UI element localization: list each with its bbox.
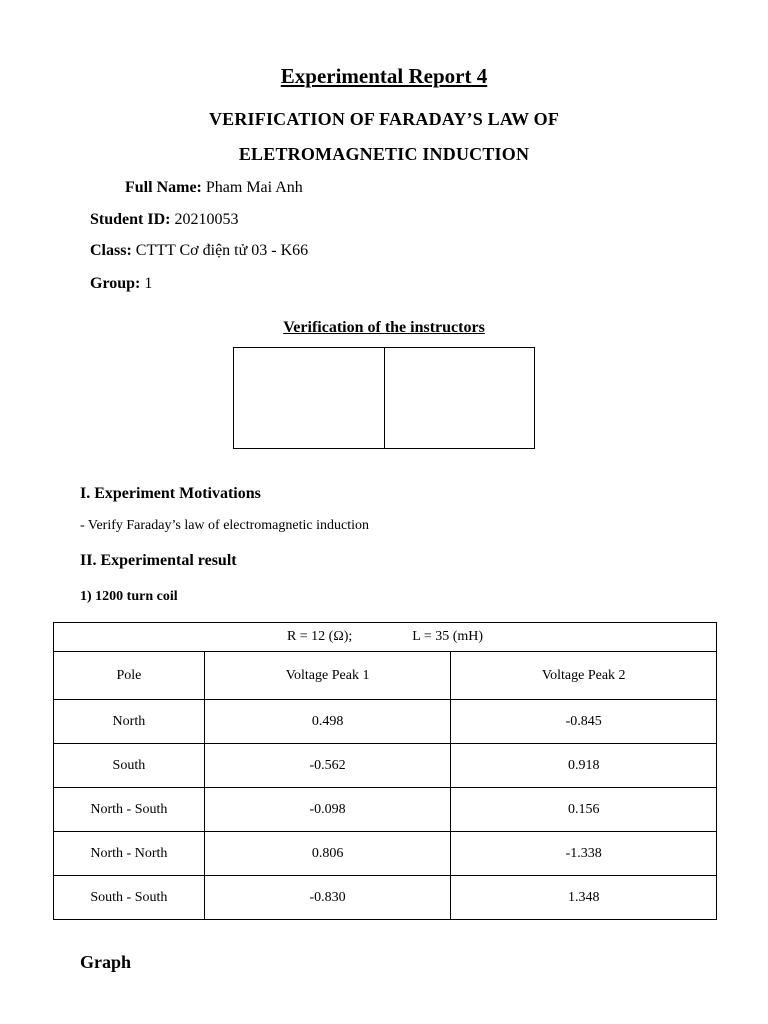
column-header: Voltage Peak 2 [451, 652, 717, 700]
group-value: 1 [140, 275, 153, 292]
motivation-item: - Verify Faraday’s law of electromagnetic induction [80, 518, 369, 533]
report-subtitle-line-2: ELETROMAGNETIC INDUCTION [238, 144, 530, 164]
resistance-param: R = 12 (Ω); [286, 629, 353, 644]
pole-cell: South [54, 744, 205, 788]
class-label: Class: [90, 242, 132, 259]
subsection-coil-heading: 1) 1200 turn coil [80, 589, 178, 604]
full-name-label: Full Name: [125, 179, 202, 196]
signature-cell-left [234, 348, 385, 448]
student-id-field [90, 211, 238, 229]
group-field [90, 275, 152, 293]
pole-cell: North - South [54, 788, 205, 832]
pole-cell: North - North [54, 832, 205, 876]
report-title: Experimental Report 4 [280, 64, 488, 88]
peak1-cell: 0.498 [204, 700, 451, 744]
class-value: CTTT Cơ điện tử 03 - K66 [131, 242, 309, 259]
signature-cell-right [385, 348, 535, 448]
student-id-value: 20210053 [170, 211, 239, 228]
full-name-value: Pham Mai Anh [201, 179, 303, 196]
peak1-cell: -0.098 [204, 788, 451, 832]
full-name-field [125, 179, 303, 197]
graph-heading: Graph [80, 952, 132, 972]
section-results-heading: II. Experimental result [80, 552, 237, 569]
column-header: Voltage Peak 1 [204, 652, 451, 700]
peak2-cell: -0.845 [451, 700, 717, 744]
table-row [54, 788, 717, 832]
parameters-row [54, 623, 717, 652]
group-label: Group: [90, 275, 141, 292]
column-header: Pole [54, 652, 205, 700]
table-row [54, 876, 717, 920]
peak1-cell: -0.562 [204, 744, 451, 788]
section-motivations-heading: I. Experiment Motivations [80, 485, 261, 502]
verification-title: Verification of the instructors [283, 319, 485, 336]
peak2-cell: 0.918 [451, 744, 717, 788]
pole-cell: North [54, 700, 205, 744]
peak1-cell: -0.830 [204, 876, 451, 920]
inductance-param: L = 35 (mH) [412, 629, 484, 644]
student-id-label: Student ID: [90, 211, 171, 228]
table-row [54, 700, 717, 744]
peak2-cell: 0.156 [451, 788, 717, 832]
verification-signature-box [233, 347, 535, 449]
report-subtitle-line-1: VERIFICATION OF FARADAY’S LAW OF [208, 109, 560, 129]
table-row [54, 832, 717, 876]
class-field [90, 242, 308, 260]
peak1-cell: 0.806 [204, 832, 451, 876]
table-row [54, 744, 717, 788]
peak2-cell: -1.338 [451, 832, 717, 876]
table-header-row [54, 652, 717, 700]
peak2-cell: 1.348 [451, 876, 717, 920]
pole-cell: South - South [54, 876, 205, 920]
parameters-cell [54, 623, 717, 652]
results-table [53, 622, 717, 920]
